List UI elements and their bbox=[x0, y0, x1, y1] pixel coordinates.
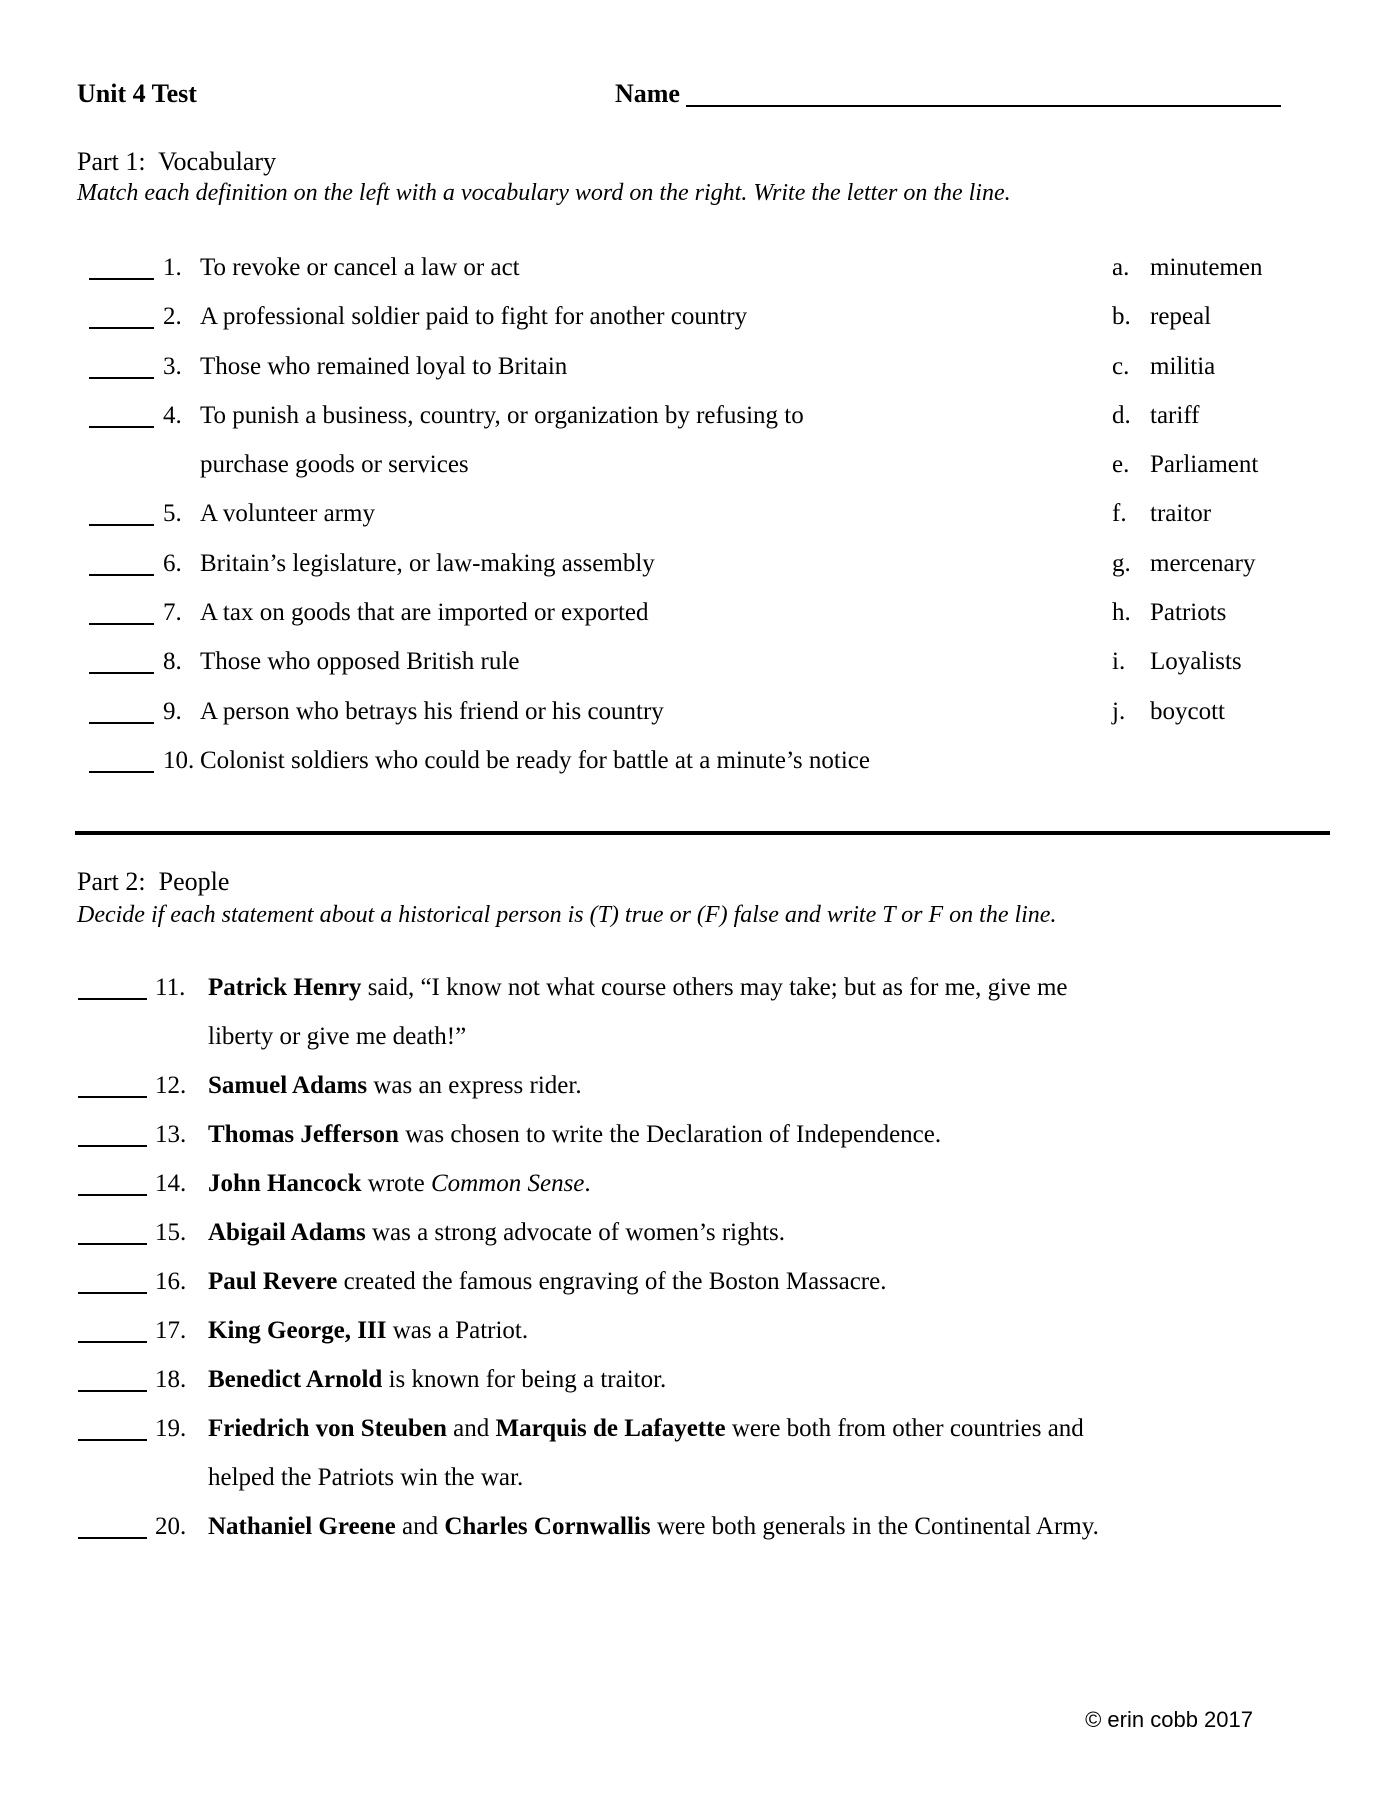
word-bank-word: Parliament bbox=[1150, 451, 1259, 479]
word-bank-letter: a. bbox=[1112, 254, 1130, 281]
statement-text: King George, III was a Patriot. bbox=[208, 1317, 529, 1344]
word-bank-item-e bbox=[1112, 440, 1262, 489]
word-bank-item-a bbox=[1112, 243, 1262, 292]
answer-blank-2[interactable] bbox=[89, 326, 154, 329]
answer-blank-19[interactable] bbox=[78, 1438, 147, 1441]
item-number: 16. bbox=[155, 1268, 187, 1295]
item-number: 1. bbox=[163, 254, 182, 281]
word-bank-letter: d. bbox=[1112, 401, 1131, 429]
word-bank-word: Loyalists bbox=[1150, 648, 1242, 676]
tf-item-14 bbox=[0, 1159, 1392, 1208]
item-number: 18. bbox=[155, 1366, 187, 1393]
item-number: 2. bbox=[163, 303, 182, 331]
tf-item-18 bbox=[0, 1355, 1392, 1404]
item-number: 12. bbox=[155, 1072, 187, 1099]
tf-item-12 bbox=[0, 1061, 1392, 1110]
statement-text: Paul Revere created the famous engraving of the Boston Massacre. bbox=[208, 1268, 887, 1295]
word-bank-item-f bbox=[1112, 489, 1262, 538]
word-bank-word: repeal bbox=[1150, 303, 1212, 331]
answer-blank-12[interactable] bbox=[78, 1095, 147, 1098]
item-number: 10. bbox=[163, 746, 195, 774]
word-bank-item-c bbox=[1112, 342, 1262, 391]
word-bank-item-j bbox=[1112, 687, 1262, 736]
word-bank-letter: b. bbox=[1112, 303, 1131, 331]
word-bank-letter: h. bbox=[1112, 599, 1131, 627]
answer-blank-9[interactable] bbox=[89, 721, 154, 724]
item-number: 17. bbox=[155, 1317, 187, 1344]
definition-text: A volunteer army bbox=[200, 500, 375, 528]
tf-item-11-continuation bbox=[0, 1012, 1392, 1061]
answer-blank-11[interactable] bbox=[78, 997, 147, 1000]
answer-blank-1[interactable] bbox=[89, 277, 154, 280]
name-label: Name bbox=[615, 79, 680, 108]
word-bank-word: tariff bbox=[1150, 401, 1200, 429]
section-divider bbox=[75, 831, 1330, 835]
item-number: 20. bbox=[155, 1513, 187, 1540]
name-blank-line[interactable] bbox=[686, 104, 1281, 107]
part1-heading: Part 1: Vocabulary bbox=[77, 147, 277, 176]
statement-text: Friedrich von Steuben and Marquis de Lafayette were both from other countries and bbox=[208, 1415, 1084, 1442]
answer-blank-20[interactable] bbox=[78, 1536, 147, 1539]
statement-text: Abigail Adams was a strong advocate of women’s rights. bbox=[208, 1219, 786, 1246]
word-bank-item-b bbox=[1112, 292, 1262, 341]
definition-text: A person who betrays his friend or his country bbox=[200, 697, 664, 725]
statement-text: Nathaniel Greene and Charles Cornwallis were both generals in the Continental Army. bbox=[208, 1513, 1099, 1540]
definition-text: To punish a business, country, or organization by refusing to bbox=[200, 401, 804, 429]
name-field-group bbox=[615, 78, 1281, 110]
item-number: 13. bbox=[155, 1121, 187, 1148]
definition-text: Britain’s legislature, or law-making assembly bbox=[200, 549, 655, 577]
item-number: 19. bbox=[155, 1415, 187, 1442]
statement-text: Samuel Adams was an express rider. bbox=[208, 1072, 582, 1099]
definition-text: Those who remained loyal to Britain bbox=[200, 352, 568, 380]
word-bank-word: traitor bbox=[1150, 500, 1212, 528]
answer-blank-5[interactable] bbox=[89, 523, 154, 526]
vocab-item-10 bbox=[0, 736, 1392, 785]
tf-item-15 bbox=[0, 1208, 1392, 1257]
item-number: 5. bbox=[163, 500, 182, 528]
item-number: 11. bbox=[155, 974, 186, 1001]
word-bank bbox=[1112, 243, 1262, 736]
answer-blank-6[interactable] bbox=[89, 573, 154, 576]
statement-text: Benedict Arnold is known for being a traitor. bbox=[208, 1366, 667, 1393]
word-bank-word: militia bbox=[1150, 352, 1216, 380]
tf-item-11 bbox=[0, 963, 1392, 1012]
word-bank-letter: c. bbox=[1112, 352, 1130, 380]
item-number: 14. bbox=[155, 1170, 187, 1197]
word-bank-letter: g. bbox=[1112, 549, 1131, 577]
item-number: 6. bbox=[163, 549, 182, 577]
answer-blank-10[interactable] bbox=[89, 770, 154, 773]
item-number: 3. bbox=[163, 352, 182, 380]
definition-text: purchase goods or services bbox=[200, 451, 469, 479]
statement-text: John Hancock wrote Common Sense. bbox=[208, 1170, 591, 1197]
answer-blank-7[interactable] bbox=[89, 622, 154, 625]
statement-text: Patrick Henry said, “I know not what course others may take; but as for me, give me bbox=[208, 974, 1068, 1001]
answer-blank-17[interactable] bbox=[78, 1340, 147, 1343]
answer-blank-8[interactable] bbox=[89, 671, 154, 674]
answer-blank-13[interactable] bbox=[78, 1144, 147, 1147]
word-bank-letter: f. bbox=[1112, 500, 1127, 528]
answer-blank-4[interactable] bbox=[89, 425, 154, 428]
page-title: Unit 4 Test bbox=[77, 79, 197, 108]
part2-true-false-list bbox=[0, 963, 1392, 1551]
word-bank-word: Patriots bbox=[1150, 599, 1227, 627]
statement-text: Thomas Jefferson was chosen to write the Declaration of Independence. bbox=[208, 1121, 942, 1148]
tf-item-16 bbox=[0, 1257, 1392, 1306]
item-number: 7. bbox=[163, 599, 182, 627]
part2-heading: Part 2: People bbox=[77, 867, 230, 896]
word-bank-word: boycott bbox=[1150, 697, 1225, 725]
item-number: 9. bbox=[163, 697, 182, 725]
statement-text: liberty or give me death!” bbox=[208, 1023, 467, 1050]
word-bank-item-h bbox=[1112, 588, 1262, 637]
tf-item-19-continuation bbox=[0, 1453, 1392, 1502]
word-bank-word: minutemen bbox=[1150, 254, 1263, 281]
answer-blank-18[interactable] bbox=[78, 1389, 147, 1392]
word-bank-letter: e. bbox=[1112, 451, 1130, 479]
word-bank-item-g bbox=[1112, 539, 1262, 588]
item-number: 8. bbox=[163, 648, 182, 676]
item-number: 4. bbox=[163, 401, 182, 429]
answer-blank-14[interactable] bbox=[78, 1193, 147, 1196]
tf-item-17 bbox=[0, 1306, 1392, 1355]
answer-blank-15[interactable] bbox=[78, 1242, 147, 1245]
statement-text: helped the Patriots win the war. bbox=[208, 1464, 524, 1491]
word-bank-letter: i. bbox=[1112, 648, 1126, 676]
definition-text: A tax on goods that are imported or exported bbox=[200, 599, 649, 627]
definition-text: To revoke or cancel a law or act bbox=[200, 254, 520, 281]
word-bank-item-i bbox=[1112, 637, 1262, 686]
tf-item-13 bbox=[0, 1110, 1392, 1159]
word-bank-item-d bbox=[1112, 391, 1262, 440]
copyright-notice: © erin cobb 2017 bbox=[1085, 1707, 1253, 1732]
answer-blank-16[interactable] bbox=[78, 1291, 147, 1294]
word-bank-word: mercenary bbox=[1150, 549, 1256, 577]
part2-instructions: Decide if each statement about a historical person is (T) true or (F) false and write T or F on the line. bbox=[77, 902, 1057, 928]
definition-text: A professional soldier paid to fight for another country bbox=[200, 303, 748, 331]
answer-blank-3[interactable] bbox=[89, 376, 154, 379]
definition-text: Those who opposed British rule bbox=[200, 648, 520, 676]
part1-instructions: Match each definition on the left with a vocabulary word on the right. Write the letter on the line. bbox=[77, 180, 1011, 206]
tf-item-20 bbox=[0, 1502, 1392, 1551]
item-number: 15. bbox=[155, 1219, 187, 1246]
definition-text: Colonist soldiers who could be ready for battle at a minute’s notice bbox=[200, 746, 870, 774]
word-bank-letter: j. bbox=[1112, 697, 1126, 725]
tf-item-19 bbox=[0, 1404, 1392, 1453]
